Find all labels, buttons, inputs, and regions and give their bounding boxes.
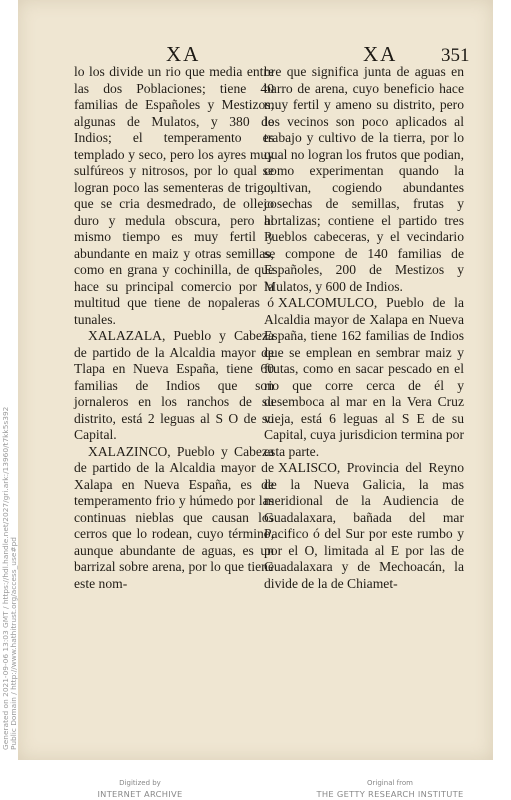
paragraph-continuation: lo los divide un rio que media entre las dos Poblaciones; tiene 40 familias de Españoles y Mestizos, algunas de Mulatos, y 380 de Indios; el temperamento es templado y seco, pero los ayres muy sulfúreos y nitrosos, por lo qual se logran poco las sementeras de trigo, que se cria desmedrado, de ollejo duro y medula obscura, pero al mismo tiempo es muy fertil y abundante en maiz y otras semillas, como en grana y cochinilla, de que hace su principal comercio por la multitud que tiene de nopaleras ó tunales. — [74, 64, 274, 327]
entry-xalazinco: XALAZINCO, Pueblo y Cabeza de partido de la Alcaldia mayor de Xalapa en Nueva España, es de temperamento frio y húmedo por las continuas nieblas que causan los cerros que lo rodean, cuyo término, aunque abundante de aguas, es un barrizal sobre arena, por lo que tiene este nom- — [74, 443, 274, 591]
footer-digitized-by — [40, 778, 240, 800]
footer-internet-archive: INTERNET ARCHIVE — [97, 789, 183, 799]
entry-xalazala: XALAZALA, Pueblo y Cabeza de partido de la Alcaldia mayor de Tlapa en Nueva España, tiene 60 familias de Indios que son jornaleros en los ranchos de su distrito, está 2 leguas al S O de su Capital. — [74, 328, 274, 442]
footer-getty-institute: THE GETTY RESEARCH INSTITUTE — [316, 789, 464, 799]
watermark-line-public-domain: Public Domain / http://www.hathitrust.org/access_use#pd — [9, 537, 18, 750]
text-column-right — [264, 64, 464, 592]
running-head-right: XA — [363, 42, 398, 66]
entry-xalisco: XALISCO, Provincia del Reyno de la Nueva Galicia, la mas meridional de la Audiencia de Guadalaxara, bañada del mar Pacifico ó del Sur por este rumbo y por el O, limitada al E por las de Guadalaxara y de Mechoacán, la divide de la de Chiamet- — [264, 460, 464, 591]
text-column-left — [74, 64, 274, 592]
watermark-line-generated: Generated on 2021-09-06 13:03 GMT / https://hdl.handle.net/2027/gri.ark:/13960/t7kk5s392 — [1, 406, 10, 750]
hathitrust-watermark — [2, 330, 18, 750]
paragraph-continuation: bre que significa junta de aguas en barro de arena, cuyo beneficio hace muy fertil y ameno su distrito, pero los vecinos son poco aplicados al trabajo y cultivo de la tierra, por lo qual no logran los frutos que podian, como experimentan quando la cultivan, cogiendo abundantes cosechas de semillas, frutas y hortalizas; contiene el partido tres Pueblos cabeceras, y el vecindario se compone de 140 familias de Españoles, 200 de Mestizos y Mulatos, y 600 de Indios. — [264, 64, 464, 294]
footer-original-label: Original from — [367, 779, 413, 787]
entry-xalcomulco: XALCOMULCO, Pueblo de la Alcaldia mayor de Xalapa en Nueva España, tiene 162 familias de Indios que se emplean en sembrar maiz y frutas, como en sacar pescado en el rio que corre cerca de él y desemboca al mar en la Vera Cruz vieja, está 6 leguas al S E de su Capital, cuya jurisdicion termina por esta parte. — [264, 295, 464, 459]
book-page — [18, 0, 493, 760]
footer-digitized-label: Digitized by — [119, 779, 161, 787]
page-number: 351 — [441, 45, 470, 66]
footer-original-from — [290, 778, 490, 800]
running-head-left: XA — [166, 42, 201, 66]
